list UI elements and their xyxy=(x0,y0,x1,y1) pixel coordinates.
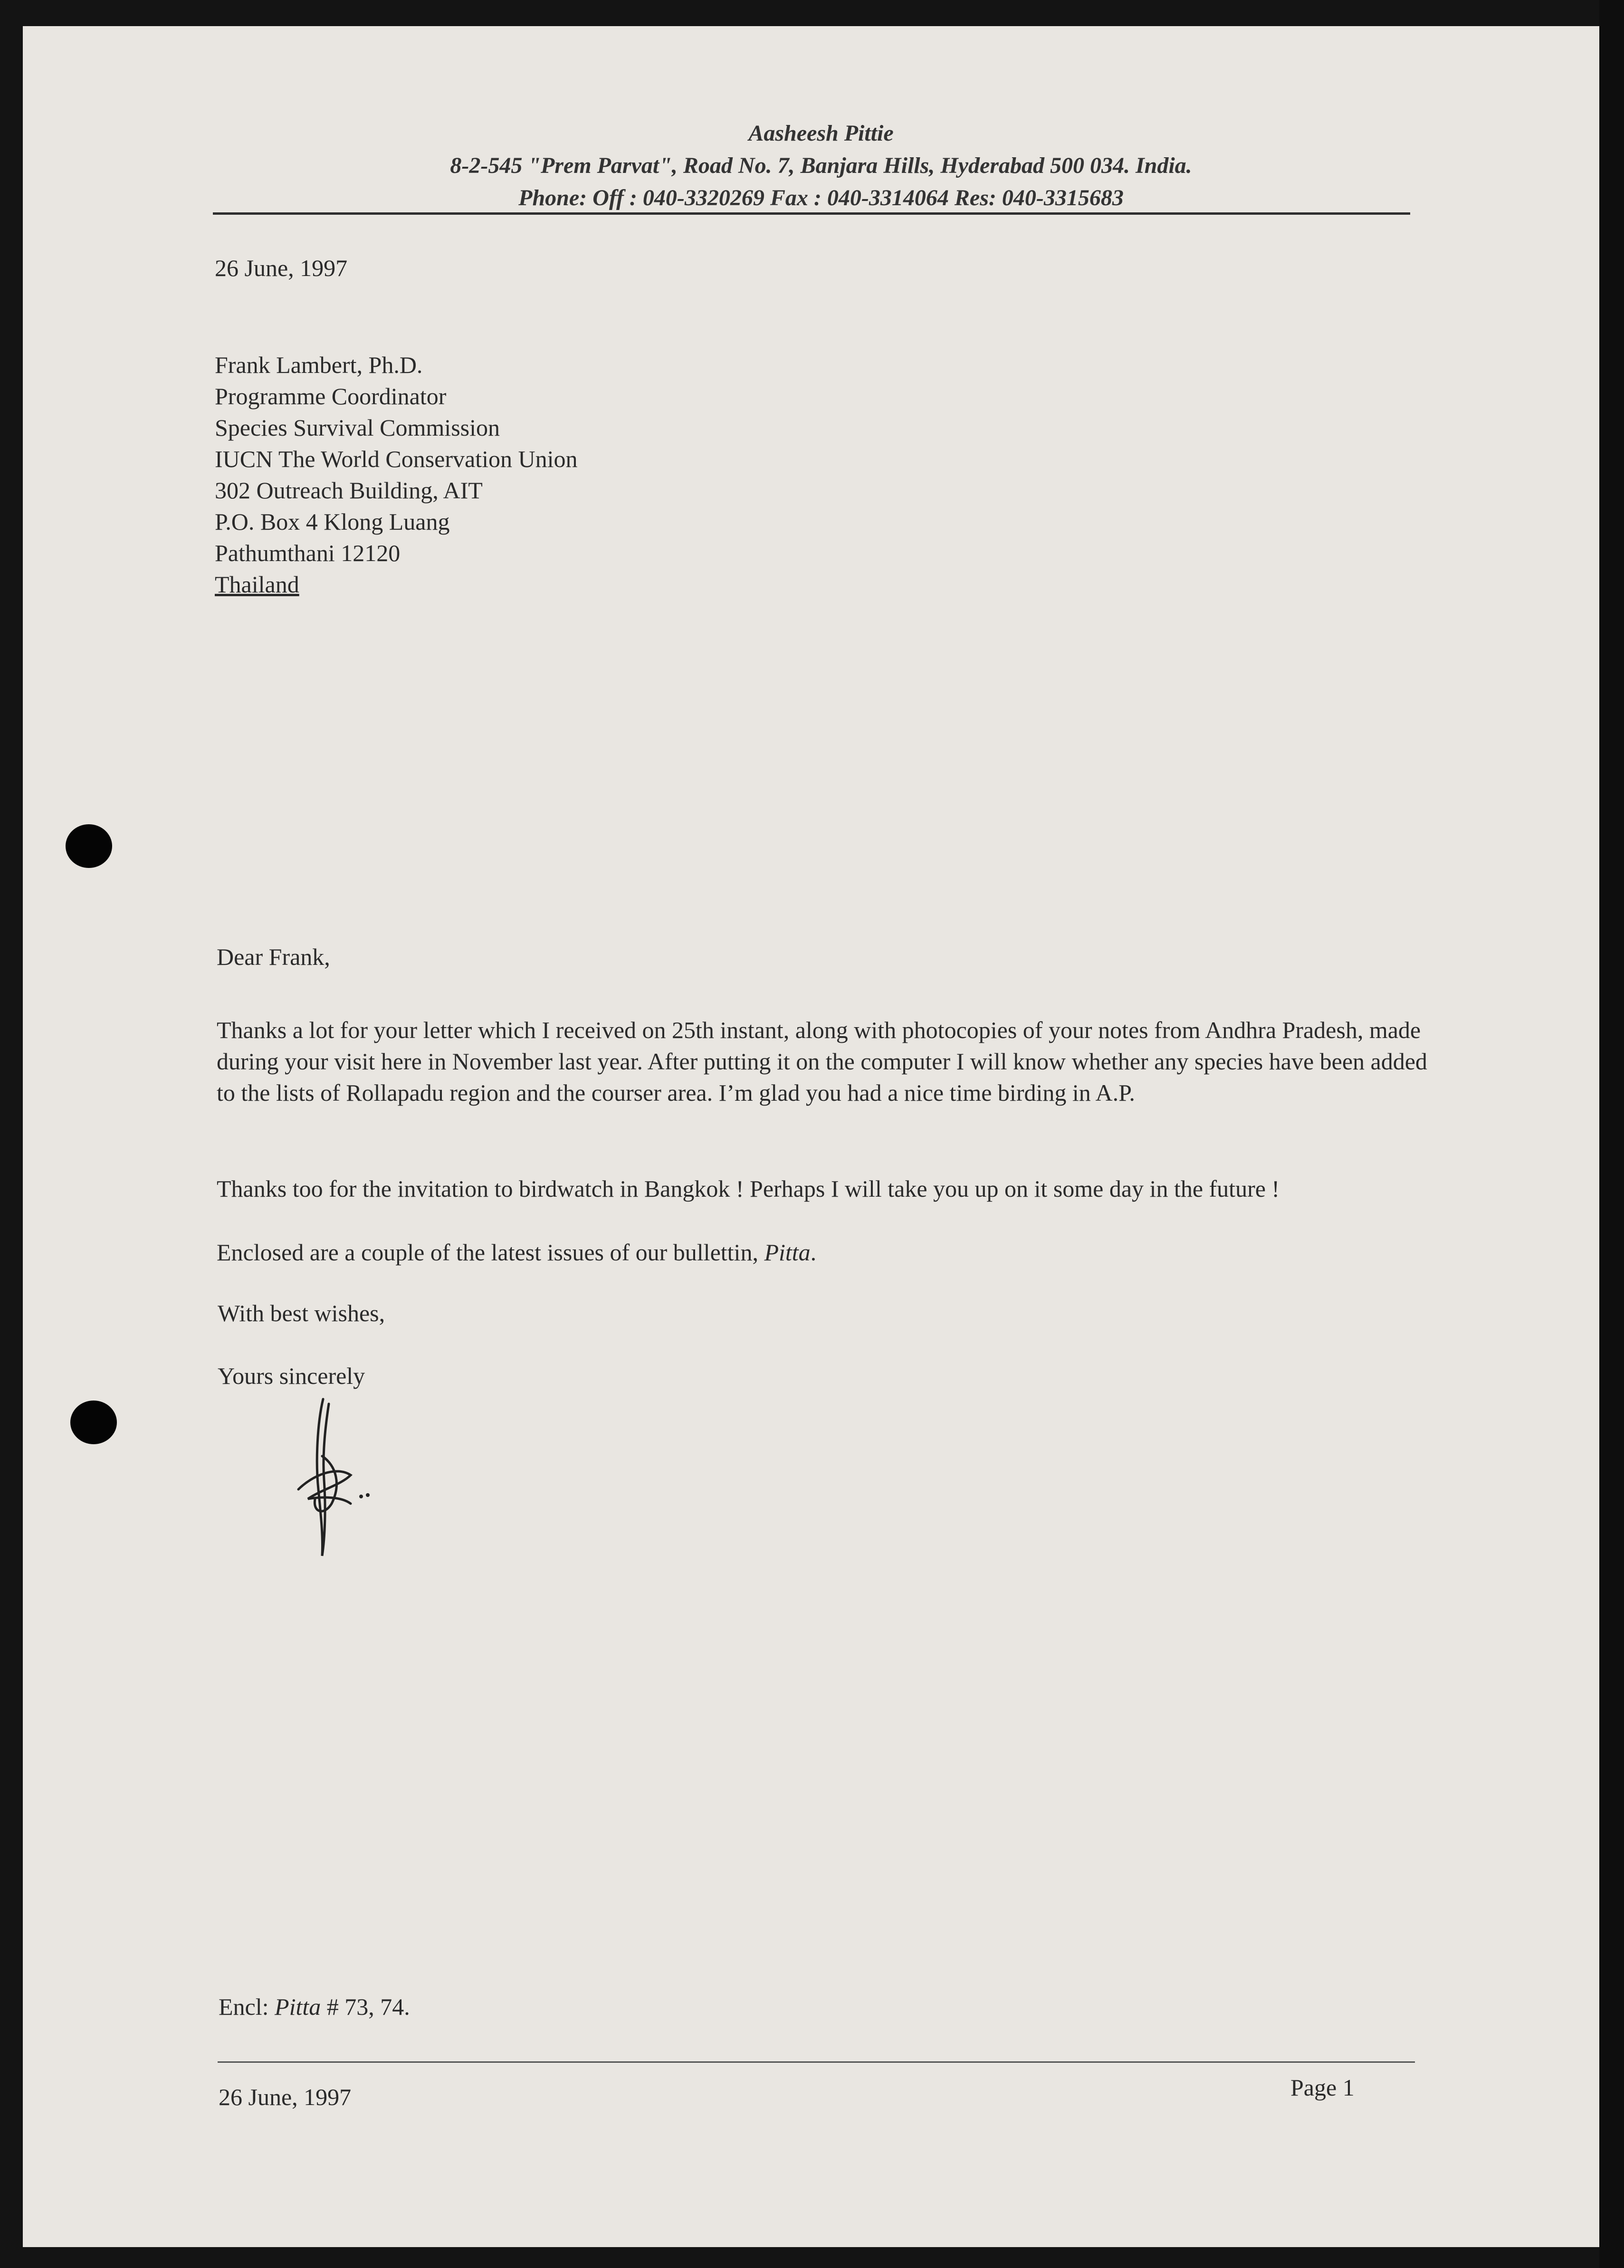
sender-address: 8-2-545 "Prem Parvat", Road No. 7, Banjara Hills, Hyderabad 500 034. India. xyxy=(450,153,1192,178)
footer-date: 26 June, 1997 xyxy=(219,2084,352,2110)
recipient-title: Programme Coordinator xyxy=(215,383,447,410)
footer-rule xyxy=(218,2061,1415,2063)
body-paragraph-1: Thanks a lot for your letter which I received on 25th instant, along with photocopies of your notes from Andhra Pradesh, made during your visit here in November last year. After putting it on the computer I will know whether any species have been added to the lists of Rollapadu region and the courser area. I’m glad you had a nice time birding in A.P. xyxy=(217,1017,1427,1106)
recipient-building: 302 Outreach Building, AIT xyxy=(215,477,483,504)
letterhead-rule xyxy=(213,212,1410,215)
enclosure-note xyxy=(219,1993,410,2020)
recipient-name: Frank Lambert, Ph.D. xyxy=(215,352,423,378)
footer-page-number: Page 1 xyxy=(1290,2074,1355,2101)
recipient-org-commission: Species Survival Commission xyxy=(215,414,500,441)
sender-name: Aasheesh Pittie xyxy=(748,121,894,146)
recipient-city: Pathumthani 12120 xyxy=(215,540,401,566)
recipient-po-box: P.O. Box 4 Klong Luang xyxy=(215,508,450,535)
enclosed-period: . xyxy=(810,1239,817,1266)
enclosure-issues: # 73, 74. xyxy=(326,1993,410,2020)
best-wishes: With best wishes, xyxy=(218,1300,385,1326)
bulletin-title: Pitta xyxy=(764,1239,811,1266)
enclosed-text: Enclosed are a couple of the latest issues of our bullettin, xyxy=(217,1239,758,1266)
letter-page xyxy=(23,26,1599,2247)
recipient-country: Thailand xyxy=(215,571,299,598)
recipient-org-union: IUCN The World Conservation Union xyxy=(215,446,578,472)
handwritten-signature xyxy=(270,1394,384,1565)
sign-off: Yours sincerely xyxy=(218,1363,365,1389)
body-paragraph-3 xyxy=(217,1237,1433,1268)
recipient-address xyxy=(215,349,578,600)
scan-background-edge xyxy=(1599,0,1624,2268)
punch-hole-upper xyxy=(66,824,112,868)
sender-phones: Phone: Off : 040-3320269 Fax : 040-3314064 Res: 040-3315683 xyxy=(518,185,1124,210)
punch-hole-lower xyxy=(70,1401,117,1444)
enclosure-label: Encl: xyxy=(219,1993,269,2020)
body-paragraph-2: Thanks too for the invitation to birdwatch in Bangkok ! Perhaps I will take you up on it some day in the future ! xyxy=(217,1175,1280,1202)
salutation: Dear Frank, xyxy=(217,943,330,970)
letterhead xyxy=(213,117,1429,214)
enclosure-title: Pitta xyxy=(275,1993,321,2020)
letter-date: 26 June, 1997 xyxy=(215,255,348,281)
